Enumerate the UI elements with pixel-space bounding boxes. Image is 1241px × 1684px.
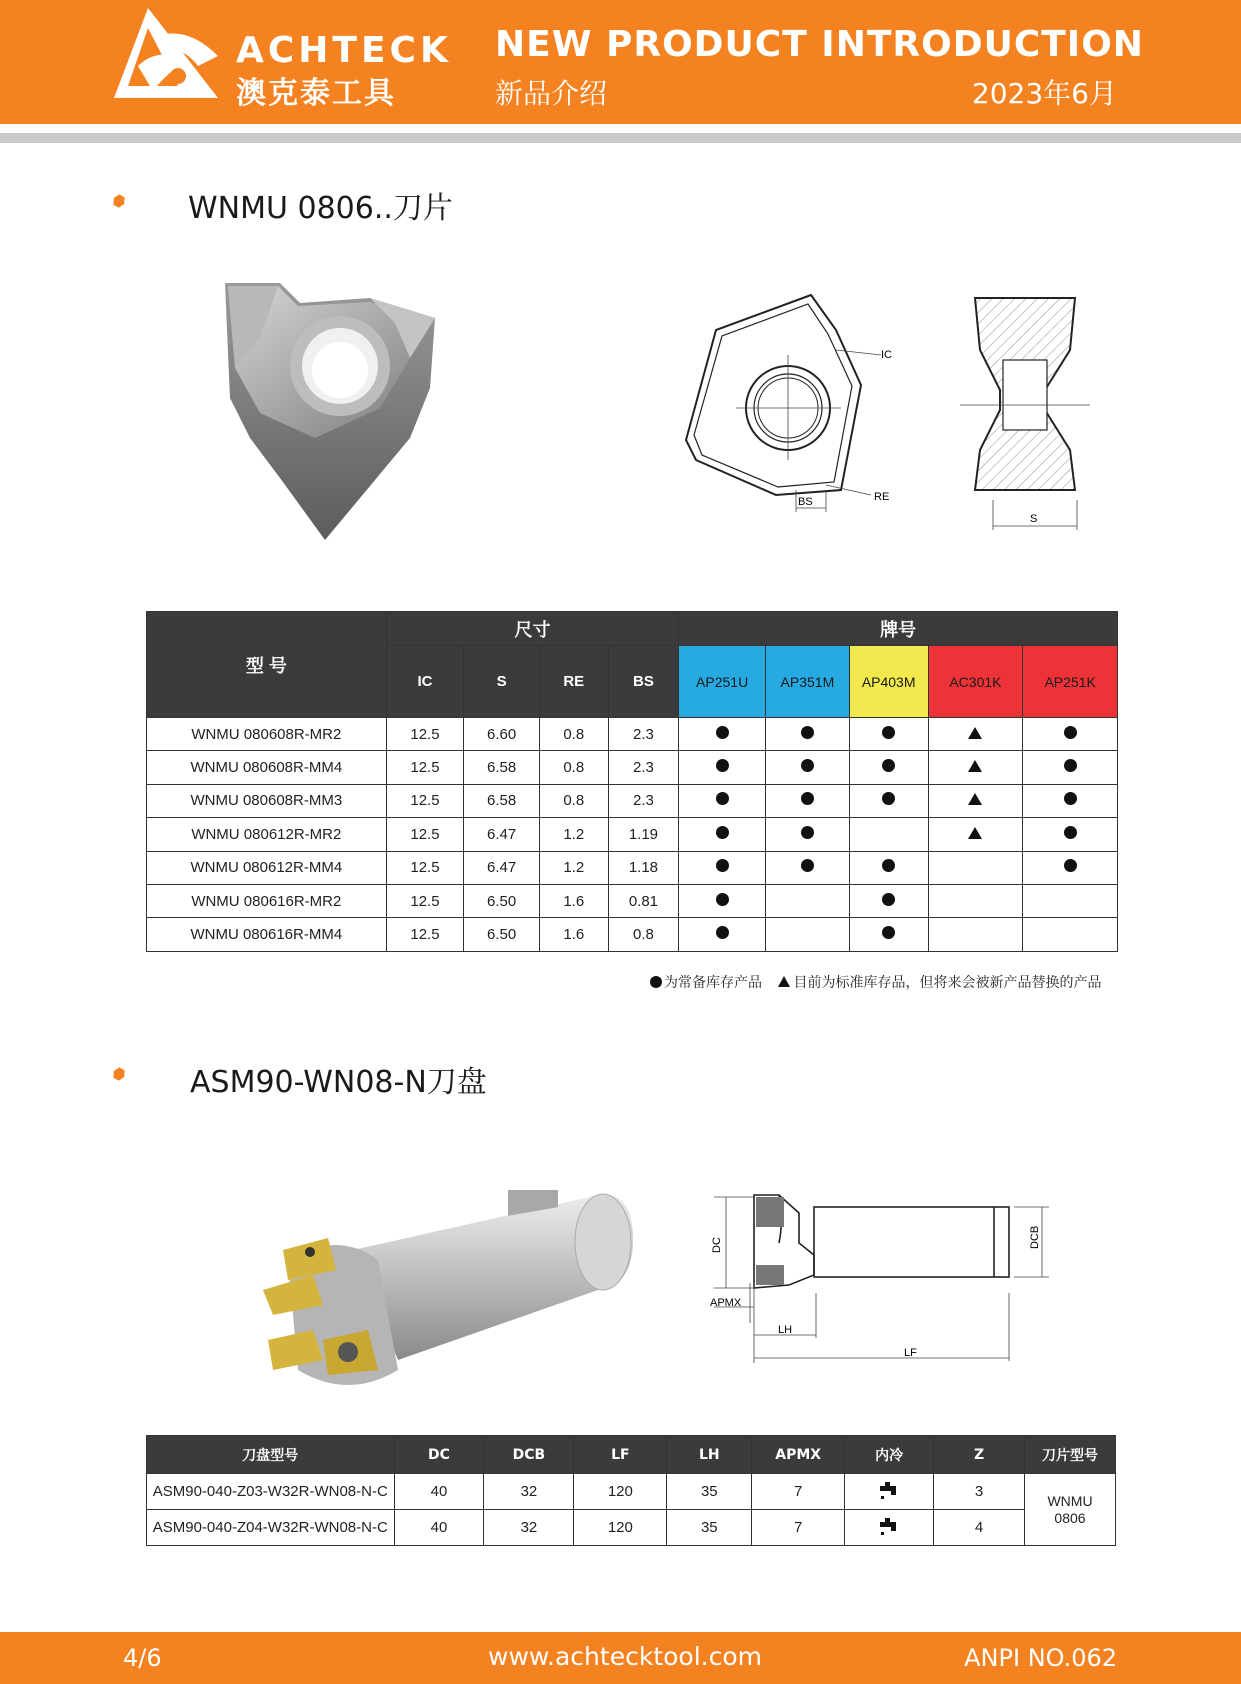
document-number: ANPI NO.062 bbox=[964, 1644, 1117, 1672]
insert-ic: 12.5 bbox=[386, 718, 464, 751]
insert-model: WNMU 080608R-MR2 bbox=[147, 718, 387, 751]
stock-dot-icon bbox=[716, 859, 729, 872]
insert-type-line1: WNMU bbox=[1047, 1492, 1093, 1509]
cutter-model: ASM90-040-Z03-W32R-WN08-N-C bbox=[147, 1474, 395, 1510]
insert-model: WNMU 080612R-MM4 bbox=[147, 851, 387, 884]
insert-bs: 1.19 bbox=[608, 818, 679, 851]
insert-spec-table bbox=[146, 611, 1118, 952]
insert-s: 6.47 bbox=[464, 851, 540, 884]
insert-s: 6.60 bbox=[464, 718, 540, 751]
stock-dot-icon bbox=[716, 826, 729, 839]
page-footer bbox=[0, 1632, 1241, 1684]
stock-dot-icon bbox=[1064, 859, 1077, 872]
bs-label: BS bbox=[798, 496, 813, 508]
stock-dot-icon bbox=[882, 759, 895, 772]
size-col-ic: IC bbox=[386, 646, 464, 718]
stock-dot-icon bbox=[1064, 792, 1077, 805]
website-link[interactable]: www.achtecktool.com bbox=[488, 1642, 762, 1671]
table-row bbox=[147, 751, 1118, 784]
cutter-drawing bbox=[704, 1183, 1094, 1363]
stock-dot-icon bbox=[801, 792, 814, 805]
grade-availability-cell bbox=[849, 751, 928, 784]
grade-availability-cell bbox=[1023, 884, 1118, 917]
insert-s: 6.58 bbox=[464, 784, 540, 817]
grade-availability-cell bbox=[1023, 751, 1118, 784]
section-bullet-icon bbox=[111, 1066, 127, 1082]
insert-model: WNMU 080608R-MM3 bbox=[147, 784, 387, 817]
stock-dot-icon bbox=[801, 759, 814, 772]
insert-bs: 2.3 bbox=[608, 751, 679, 784]
page-number: 4/6 bbox=[123, 1644, 162, 1672]
insert-bs: 2.3 bbox=[608, 784, 679, 817]
stock-dot-icon bbox=[801, 726, 814, 739]
size-header: 尺寸 bbox=[386, 612, 679, 646]
grade-availability-cell bbox=[928, 851, 1023, 884]
triangle-legend-text: 目前为标准库存品，但将来会被新产品替换的产品 bbox=[793, 975, 1102, 991]
grade-col-ap251k: AP251K bbox=[1023, 646, 1118, 718]
cutter-apmx: 7 bbox=[752, 1510, 845, 1546]
lh-label: LH bbox=[778, 1324, 793, 1336]
stock-dot-icon bbox=[716, 759, 729, 772]
triangle-legend-icon bbox=[778, 976, 790, 987]
divider-bar bbox=[0, 133, 1241, 143]
insert-re: 1.2 bbox=[539, 818, 608, 851]
cutter-lh: 35 bbox=[667, 1510, 752, 1546]
dot-legend-icon bbox=[650, 976, 662, 988]
insert-photo-image bbox=[220, 278, 470, 540]
insert-re: 0.8 bbox=[539, 784, 608, 817]
insert-s: 6.50 bbox=[464, 918, 540, 951]
table-row bbox=[147, 1474, 1116, 1510]
insert-ic: 12.5 bbox=[386, 818, 464, 851]
insert-type-cell bbox=[1025, 1474, 1116, 1546]
grade-availability-cell bbox=[766, 851, 850, 884]
dcb-label: DCB bbox=[1029, 1225, 1041, 1249]
insert-re: 0.8 bbox=[539, 718, 608, 751]
stock-legend bbox=[650, 972, 1101, 992]
cutter-dcb: 32 bbox=[484, 1510, 574, 1546]
coolant-cell bbox=[845, 1510, 934, 1546]
insert-s: 6.58 bbox=[464, 751, 540, 784]
grade-availability-cell bbox=[928, 918, 1023, 951]
grade-availability-cell bbox=[679, 884, 766, 917]
insert-s: 6.50 bbox=[464, 884, 540, 917]
coolant-tap-icon bbox=[878, 1480, 900, 1500]
insert-type-line2: 0806 bbox=[1054, 1509, 1086, 1526]
grade-availability-cell bbox=[849, 851, 928, 884]
insert-re: 1.2 bbox=[539, 851, 608, 884]
stock-dot-icon bbox=[1064, 826, 1077, 839]
grade-header: 牌号 bbox=[679, 612, 1118, 646]
table-row bbox=[147, 884, 1118, 917]
insert-s: 6.47 bbox=[464, 818, 540, 851]
insert-model: WNMU 080612R-MR2 bbox=[147, 818, 387, 851]
grade-availability-cell bbox=[766, 718, 850, 751]
section-title-cutter: ASM90-WN08-N刀盘 bbox=[190, 1065, 487, 1100]
insert-ic: 12.5 bbox=[386, 784, 464, 817]
stock-dot-icon bbox=[716, 726, 729, 739]
grade-availability-cell bbox=[679, 818, 766, 851]
replace-triangle-icon bbox=[968, 793, 982, 805]
header-date: 2023年6月 bbox=[971, 77, 1117, 110]
stock-dot-icon bbox=[1064, 726, 1077, 739]
cutter-spec-table bbox=[146, 1435, 1116, 1546]
insert-ic: 12.5 bbox=[386, 884, 464, 917]
stock-dot-icon bbox=[801, 859, 814, 872]
header-title: NEW PRODUCT INTRODUCTION bbox=[495, 24, 1144, 65]
section-title-insert: WNMU 0806..刀片 bbox=[188, 191, 453, 226]
insert-re: 1.6 bbox=[539, 918, 608, 951]
cutter-col-header: LF bbox=[574, 1436, 667, 1474]
grade-availability-cell bbox=[766, 884, 850, 917]
insert-ic: 12.5 bbox=[386, 851, 464, 884]
cutter-col-header: 内冷 bbox=[845, 1436, 934, 1474]
grade-availability-cell bbox=[1023, 851, 1118, 884]
table-row bbox=[147, 918, 1118, 951]
insert-ic: 12.5 bbox=[386, 751, 464, 784]
grade-availability-cell bbox=[849, 884, 928, 917]
cutter-lf: 120 bbox=[574, 1510, 667, 1546]
cutter-dcb: 32 bbox=[484, 1474, 574, 1510]
grade-availability-cell bbox=[766, 784, 850, 817]
grade-availability-cell bbox=[849, 784, 928, 817]
grade-availability-cell bbox=[928, 784, 1023, 817]
grade-availability-cell bbox=[1023, 784, 1118, 817]
cutter-apmx: 7 bbox=[752, 1474, 845, 1510]
insert-ic: 12.5 bbox=[386, 918, 464, 951]
cutter-z: 3 bbox=[934, 1474, 1025, 1510]
grade-availability-cell bbox=[928, 718, 1023, 751]
cutter-dc: 40 bbox=[394, 1510, 484, 1546]
grade-availability-cell bbox=[928, 818, 1023, 851]
stock-dot-icon bbox=[716, 792, 729, 805]
brand-name-en: ACHTECK bbox=[236, 30, 452, 71]
stock-dot-icon bbox=[882, 893, 895, 906]
table-row bbox=[147, 818, 1118, 851]
grade-availability-cell bbox=[849, 818, 928, 851]
cutter-photo-image bbox=[258, 1190, 638, 1398]
cutter-col-header: APMX bbox=[752, 1436, 845, 1474]
page-header bbox=[0, 0, 1241, 124]
insert-bs: 1.18 bbox=[608, 851, 679, 884]
cutter-z: 4 bbox=[934, 1510, 1025, 1546]
grade-availability-cell bbox=[928, 751, 1023, 784]
size-col-re: RE bbox=[539, 646, 608, 718]
insert-model: WNMU 080608R-MM4 bbox=[147, 751, 387, 784]
grade-availability-cell bbox=[766, 751, 850, 784]
grade-availability-cell bbox=[679, 751, 766, 784]
ic-label: IC bbox=[881, 349, 892, 361]
cutter-lh: 35 bbox=[667, 1474, 752, 1510]
grade-availability-cell bbox=[679, 718, 766, 751]
s-label: S bbox=[1030, 513, 1038, 525]
grade-col-ap351m: AP351M bbox=[766, 646, 850, 718]
lf-label: LF bbox=[904, 1347, 917, 1359]
insert-front-drawing bbox=[676, 290, 916, 520]
stock-dot-icon bbox=[716, 926, 729, 939]
grade-availability-cell bbox=[679, 784, 766, 817]
table-row bbox=[147, 784, 1118, 817]
section-bullet-icon bbox=[111, 193, 127, 209]
insert-bs: 2.3 bbox=[608, 718, 679, 751]
insert-side-drawing bbox=[955, 290, 1095, 530]
insert-model: WNMU 080616R-MR2 bbox=[147, 884, 387, 917]
re-label: RE bbox=[874, 491, 890, 503]
insert-re: 0.8 bbox=[539, 751, 608, 784]
grade-availability-cell bbox=[1023, 918, 1118, 951]
coolant-cell bbox=[845, 1474, 934, 1510]
grade-availability-cell bbox=[849, 918, 928, 951]
insert-bs: 0.81 bbox=[608, 884, 679, 917]
header-subtitle: 新品介绍 bbox=[495, 77, 608, 110]
size-col-bs: BS bbox=[608, 646, 679, 718]
cutter-model: ASM90-040-Z04-W32R-WN08-N-C bbox=[147, 1510, 395, 1546]
cutter-col-header: DC bbox=[394, 1436, 484, 1474]
stock-dot-icon bbox=[882, 926, 895, 939]
size-col-s: S bbox=[464, 646, 540, 718]
grade-col-ap251u: AP251U bbox=[679, 646, 766, 718]
cutter-col-header: LH bbox=[667, 1436, 752, 1474]
grade-availability-cell bbox=[679, 918, 766, 951]
stock-dot-icon bbox=[1064, 759, 1077, 772]
cutter-col-header: Z bbox=[934, 1436, 1025, 1474]
table-row bbox=[147, 1510, 1116, 1546]
replace-triangle-icon bbox=[968, 760, 982, 772]
grade-availability-cell bbox=[766, 918, 850, 951]
grade-availability-cell bbox=[679, 851, 766, 884]
insert-re: 1.6 bbox=[539, 884, 608, 917]
stock-dot-icon bbox=[882, 792, 895, 805]
dc-label: DC bbox=[711, 1237, 723, 1253]
cutter-dc: 40 bbox=[394, 1474, 484, 1510]
cutter-col-header: DCB bbox=[484, 1436, 574, 1474]
coolant-tap-icon bbox=[878, 1516, 900, 1536]
grade-col-ap403m: AP403M bbox=[849, 646, 928, 718]
cutter-lf: 120 bbox=[574, 1474, 667, 1510]
stock-dot-icon bbox=[801, 826, 814, 839]
table-row bbox=[147, 718, 1118, 751]
dot-legend-text: 为常备库存产品 bbox=[664, 975, 762, 991]
grade-availability-cell bbox=[1023, 818, 1118, 851]
cutter-col-header: 刀盘型号 bbox=[147, 1436, 395, 1474]
insert-model: WNMU 080616R-MM4 bbox=[147, 918, 387, 951]
grade-availability-cell bbox=[849, 718, 928, 751]
table-row bbox=[147, 851, 1118, 884]
grade-availability-cell bbox=[766, 818, 850, 851]
grade-availability-cell bbox=[1023, 718, 1118, 751]
model-header: 型 号 bbox=[147, 612, 387, 718]
stock-dot-icon bbox=[716, 893, 729, 906]
grade-availability-cell bbox=[928, 884, 1023, 917]
stock-dot-icon bbox=[882, 859, 895, 872]
insert-bs: 0.8 bbox=[608, 918, 679, 951]
replace-triangle-icon bbox=[968, 827, 982, 839]
apmx-label: APMX bbox=[710, 1297, 742, 1309]
grade-col-ac301k: AC301K bbox=[928, 646, 1023, 718]
replace-triangle-icon bbox=[968, 727, 982, 739]
brand-name-cn: 澳克泰工具 bbox=[236, 76, 396, 111]
stock-dot-icon bbox=[882, 726, 895, 739]
cutter-col-header: 刀片型号 bbox=[1025, 1436, 1116, 1474]
